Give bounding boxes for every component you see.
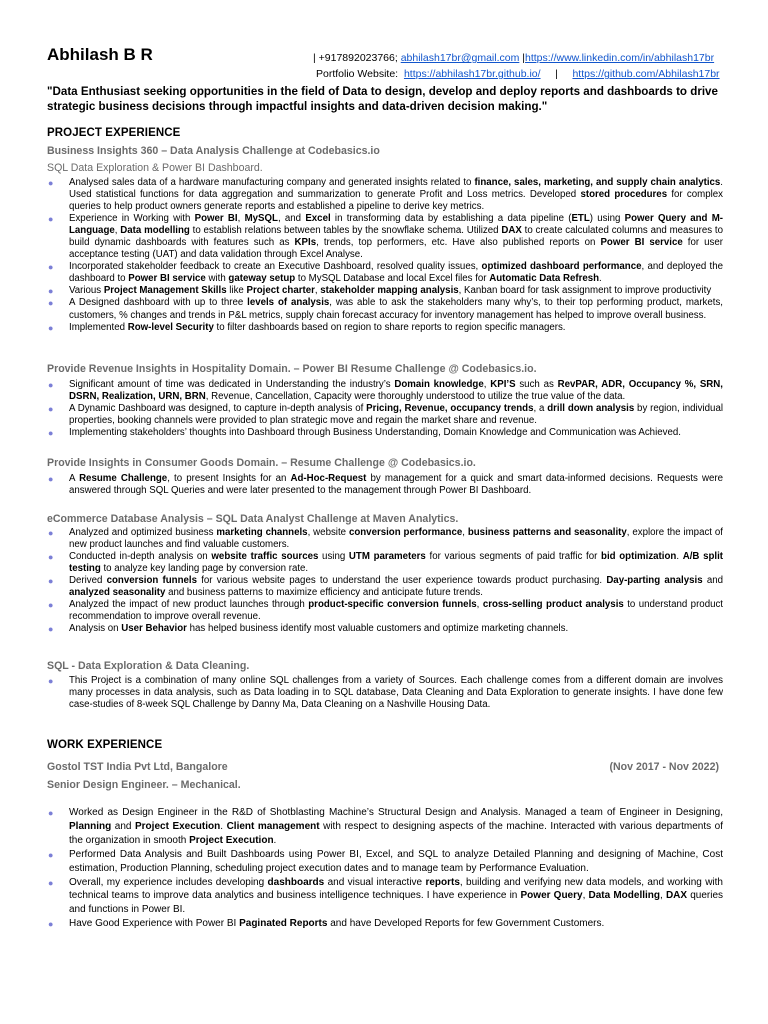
bullet-icon: ● bbox=[48, 380, 54, 390]
list-item: ● Incorporated stakeholder feedback to create an Executive Dashboard, resolved quality issues, optimized dashboard performance, and deployed the dashboard to Power BI service with gateway setup to MySQL Database and local Excel files for Automatic Data Refresh. bbox=[48, 261, 724, 285]
project-title: eCommerce Database Analysis – SQL Data Analyst Challenge at Maven Analytics. bbox=[47, 513, 459, 525]
list-item: ● This Project is a combination of many online SQL challenges from a variety of Sources. Each challenge comes from a different domain are involves many processes in data analysis, such as Data loading in to SQL database, Data Cleaning and Data Exploration to generate insights. I have done few case-studies of 8-week SQL Challenge by Danny Ma, Data Cleaning on a Nashville Housing Data. bbox=[48, 675, 723, 711]
candidate-name: Abhilash B R bbox=[47, 45, 153, 64]
contact-line-2 bbox=[316, 68, 720, 80]
list-item: ● Analyzed the impact of new product launches through product-specific conversion funnels, cross-selling product analysis to understand product recommendation to improve overall revenue. bbox=[48, 599, 723, 623]
list-item: ● Various Project Management Skills like Project charter, stakeholder mapping analysis, Kanban board for task assignment to improve productivity bbox=[48, 285, 712, 297]
bullet-icon: ● bbox=[48, 286, 54, 297]
portfolio-label: Portfolio Website: bbox=[316, 68, 399, 80]
project-bullets bbox=[47, 379, 723, 439]
bullet-icon: ● bbox=[48, 474, 54, 484]
separator: | bbox=[522, 52, 525, 64]
project-title: Provide Insights in Consumer Goods Domain. – Resume Challenge @ Codebasics.io. bbox=[47, 457, 476, 469]
company-name: Gostol TST India Pvt Ltd, Bangalore bbox=[47, 761, 228, 773]
separator: | bbox=[555, 68, 558, 80]
project-bullets bbox=[47, 177, 723, 334]
bullet-icon: ● bbox=[48, 552, 54, 563]
work-bullets bbox=[47, 806, 723, 931]
section-title-projects: PROJECT EXPERIENCE bbox=[47, 127, 181, 139]
project-bullets bbox=[47, 527, 723, 635]
contact-line-1 bbox=[313, 52, 714, 64]
list-item: ● Experience in Working with Power BI, MySQL, and Excel in transforming data by establishing a data pipeline (ETL) using Power Query and M-Language, Data modelling to establish relations between tables by the snowflake schema. Utilized DAX to create calculated columns and measures to build dynamic dashboards with features such as KPIs, trends, top performers, etc. Have also published reports on Power BI service for user acceptance testing (UAT) and data validation through Excel Analyse. bbox=[48, 213, 724, 261]
bullet-icon: ● bbox=[48, 298, 54, 309]
list-item: ● Analysis on User Behavior has helped business identify most valuable customers and optimize marketing channels. bbox=[48, 623, 569, 635]
project-bullets bbox=[47, 473, 723, 497]
phone: | +917892023766; bbox=[313, 52, 398, 64]
bullet-icon: ● bbox=[48, 178, 54, 188]
list-item: ● Implementing stakeholders’ thoughts into Dashboard through Business Understanding, Domain Knowledge and Communication was Achieved. bbox=[48, 427, 681, 439]
list-item: ● Derived conversion funnels for various website pages to understand the user experience towards product purchasing. Day-parting analysis and analyzed seasonality and business patterns to maximize efficiency and anticipate future trends. bbox=[48, 575, 724, 599]
bullet-icon: ● bbox=[48, 808, 54, 818]
email-link[interactable]: abhilash17br@gmail.com bbox=[400, 52, 520, 64]
list-item: ● Significant amount of time was dedicated in Understanding the industry’s Domain knowledge, KPI’S such as RevPAR, ADR, Occupancy %, SRN, DSRN, Realization, URN, BRN, Revenue, Cancellation, Capacity were thoroughly understood to utilize the true value of the data. bbox=[48, 379, 723, 403]
list-item: ● Analyzed and optimized business marketing channels, website conversion performance, business patterns and seasonality, explore the impact of new product launches and find valuable customers. bbox=[48, 527, 723, 551]
list-item: ● Performed Data Analysis and Built Dashboards using Power BI, Excel, and SQL to analyze Detailed Planning and designing of Machine, Cost estimation, Production Planning, scheduling project execution dates and to manage team by Performance Evaluation. bbox=[48, 848, 723, 874]
list-item: ● Have Good Experience with Power BI Paginated Reports and have Developed Reports for few Government Customers. bbox=[47, 917, 723, 931]
portfolio-link[interactable]: https://abhilash17br.github.io/ bbox=[403, 68, 541, 80]
project-bullets bbox=[47, 675, 723, 711]
bullet-icon: ● bbox=[48, 214, 54, 225]
bullet-icon: ● bbox=[48, 919, 54, 930]
bullet-icon: ● bbox=[48, 676, 54, 686]
project-subtitle: SQL Data Exploration & Power BI Dashboard. bbox=[47, 162, 263, 174]
list-item: ● Overall, my experience includes developing dashboards and visual interactive reports, building and verifying new data models, and working with technical teams to improve data analytics and business intelligence techniques. I have experience in Power Query, Data Modelling, DAX queries and functions in Power BI. bbox=[48, 876, 724, 916]
list-item: ● A Dynamic Dashboard was designed, to capture in-depth analysis of Pricing, Revenue, occupancy trends, a drill down analysis by region, individual properties, booking channels were provided to plan strategic move and regain the market share and revenue. bbox=[48, 403, 723, 427]
bullet-icon: ● bbox=[48, 404, 54, 415]
section-title-work: WORK EXPERIENCE bbox=[47, 739, 163, 751]
list-item: ● Worked as Design Engineer in the R&D of Shotblasting Machine’s Structural Design and Analysis. Managed a team of Engineer in Designing, Planning and Project Execution. Client management with respect to designing aspects of the machine. Interacted with various departments of the organization in smooth Project Execution. bbox=[48, 807, 724, 846]
bullet-icon: ● bbox=[48, 576, 54, 587]
list-item: ● Analysed sales data of a hardware manufacturing company and generated insights related to finance, sales, marketing, and supply chain analytics. Used statistical functions for data aggregation and summarization to generate Profit and Loss metrics. Developed stored procedures for complex queries to help product owners generate reports and established a pipeline to derive key metrics. bbox=[48, 177, 723, 213]
bullet-icon: ● bbox=[48, 528, 54, 538]
bullet-icon: ● bbox=[48, 624, 54, 635]
list-item: ● Conducted in-depth analysis on website traffic sources using UTM parameters for various segments of paid traffic for bid optimization. A/B split testing to analyze key landing page by conversion rate. bbox=[48, 551, 723, 575]
list-item: ● A Resume Challenge, to present Insights for an Ad-Hoc-Request by management for a quick and smart data-informed decisions. Requests were answered through SQL Queries and were later presented to the management through Power BI Dashboard. bbox=[48, 473, 724, 497]
linkedin-link[interactable]: https://www.linkedin.com/in/abhilash17br bbox=[525, 52, 715, 64]
github-link[interactable]: https://github.com/Abhilash17br bbox=[572, 68, 720, 80]
project-title: Business Insights 360 – Data Analysis Challenge at Codebasics.io bbox=[47, 145, 380, 157]
bullet-icon: ● bbox=[48, 877, 54, 888]
bullet-icon: ● bbox=[48, 428, 54, 439]
list-item: ● A Designed dashboard with up to three levels of analysis, was able to ask the stakeholders many why’s, to their top performing product, markets, customers, % changes and trends in P&L metrics, supply chain forecast accuracy for inventory management has helped to improve overall business. bbox=[48, 297, 724, 321]
project-title: SQL - Data Exploration & Data Cleaning. bbox=[47, 660, 250, 672]
summary-tagline: "Data Enthusiast seeking opportunities in the field of Data to design, develop and deploy reports and dashboards to drive strategic business decisions through impactful insights and data-driven decision making." bbox=[47, 85, 718, 113]
job-role: Senior Design Engineer. – Mechanical. bbox=[47, 779, 241, 791]
bullet-icon: ● bbox=[48, 600, 54, 611]
bullet-icon: ● bbox=[48, 262, 54, 273]
list-item: ● Implemented Row-level Security to filter dashboards based on region to share reports to region specific managers. bbox=[48, 321, 566, 333]
bullet-icon: ● bbox=[48, 322, 54, 333]
project-title: Provide Revenue Insights in Hospitality Domain. – Power BI Resume Challenge @ Codebasics.io. bbox=[47, 363, 537, 375]
employment-dates: (Nov 2017 - Nov 2022) bbox=[609, 761, 719, 773]
bullet-icon: ● bbox=[48, 849, 54, 860]
